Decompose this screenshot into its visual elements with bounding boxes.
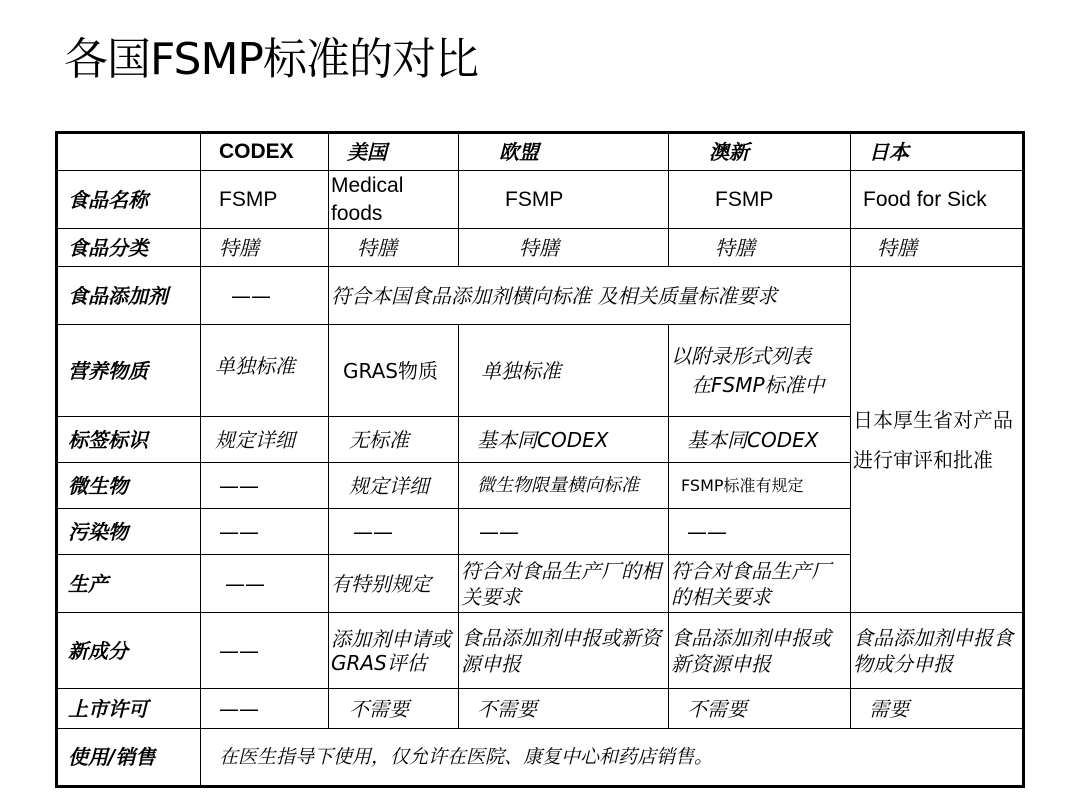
cell-us: 添加剂申请或GRAS评估 [329, 613, 459, 689]
cell-us: 不需要 [329, 689, 459, 729]
cell-usage-merged: 在医生指导下使用，仅允许在医院、康复中心和药店销售。 [201, 729, 1024, 787]
cell-codex: —— [201, 267, 329, 325]
cell-anz: —— [669, 509, 851, 555]
row-label: 微生物 [57, 463, 201, 509]
anz-note-1: 以附录形式列表 [671, 343, 811, 368]
cell-eu: 不需要 [459, 689, 669, 729]
cell-us: —— [329, 509, 459, 555]
table-row [57, 133, 1024, 171]
cell-eu: —— [459, 509, 669, 555]
cell-eu: 基本同CODEX [459, 417, 669, 463]
row-label: 新成分 [57, 613, 201, 689]
cell-anz: 符合对食品生产厂的相关要求 [669, 555, 851, 613]
header-jp: 日本 [851, 133, 1024, 171]
header-eu: 欧盟 [459, 133, 669, 171]
table-row [57, 689, 1024, 729]
cell-us: 无标准 [329, 417, 459, 463]
cell-codex: 单独标准 [201, 325, 329, 417]
header-codex: CODEX [201, 133, 329, 171]
row-label: 营养物质 [57, 325, 201, 417]
cell-eu: FSMP [459, 171, 669, 229]
row-label: 食品添加剂 [57, 267, 201, 325]
cell-eu: 符合对食品生产厂的相关要求 [459, 555, 669, 613]
cell-codex: —— [201, 463, 329, 509]
page-title: 各国FSMP标准的对比 [64, 34, 478, 85]
cell-jp: 食品添加剂申报食物成分申报 [851, 613, 1024, 689]
cell-eu: 食品添加剂申报或新资源申报 [459, 613, 669, 689]
anz-note-2: 在FSMP标准中 [691, 372, 825, 397]
cell-us: GRAS物质 [329, 325, 459, 417]
cell-anz: 特膳 [669, 229, 851, 267]
cell-us: Medical foods [329, 171, 459, 229]
cell-jp-merged: 日本厚生省对产品进行审评和批准 [851, 267, 1024, 613]
cell-anz: 食品添加剂申报或新资源申报 [669, 613, 851, 689]
cell-codex: —— [201, 689, 329, 729]
header-us: 美国 [329, 133, 459, 171]
cell-anz: FSMP标准有规定 [669, 463, 851, 509]
cell-codex: —— [201, 613, 329, 689]
row-label: 标签标识 [57, 417, 201, 463]
cell-codex: FSMP [201, 171, 329, 229]
corner-cell [57, 133, 201, 171]
cell-us: 特膳 [329, 229, 459, 267]
table-row [57, 613, 1024, 689]
row-label: 食品名称 [57, 171, 201, 229]
cell-anz: FSMP [669, 171, 851, 229]
row-label: 食品分类 [57, 229, 201, 267]
row-label: 使用/销售 [57, 729, 201, 787]
cell-codex: —— [201, 509, 329, 555]
cell-anz: 不需要 [669, 689, 851, 729]
row-label: 污染物 [57, 509, 201, 555]
cell-jp: 需要 [851, 689, 1024, 729]
cell-codex: 特膳 [201, 229, 329, 267]
cell-anz: 基本同CODEX [669, 417, 851, 463]
cell-eu: 微生物限量横向标准 [459, 463, 669, 509]
table-row [57, 171, 1024, 229]
table-row [57, 229, 1024, 267]
cell-anz [669, 325, 851, 417]
cell-jp: 特膳 [851, 229, 1024, 267]
cell-eu: 单独标准 [459, 325, 669, 417]
row-label: 生产 [57, 555, 201, 613]
cell-jp: Food for Sick [851, 171, 1024, 229]
cell-codex: —— [201, 555, 329, 613]
table-row [57, 267, 1024, 325]
cell-us: 有特别规定 [329, 555, 459, 613]
row-label: 上市许可 [57, 689, 201, 729]
cell-eu: 特膳 [459, 229, 669, 267]
table-row [57, 729, 1024, 787]
comparison-table [55, 131, 1025, 788]
header-anz: 澳新 [669, 133, 851, 171]
cell-codex: 规定详细 [201, 417, 329, 463]
cell-merged: 符合本国食品添加剂横向标准 及相关质量标准要求 [329, 267, 851, 325]
cell-us: 规定详细 [329, 463, 459, 509]
